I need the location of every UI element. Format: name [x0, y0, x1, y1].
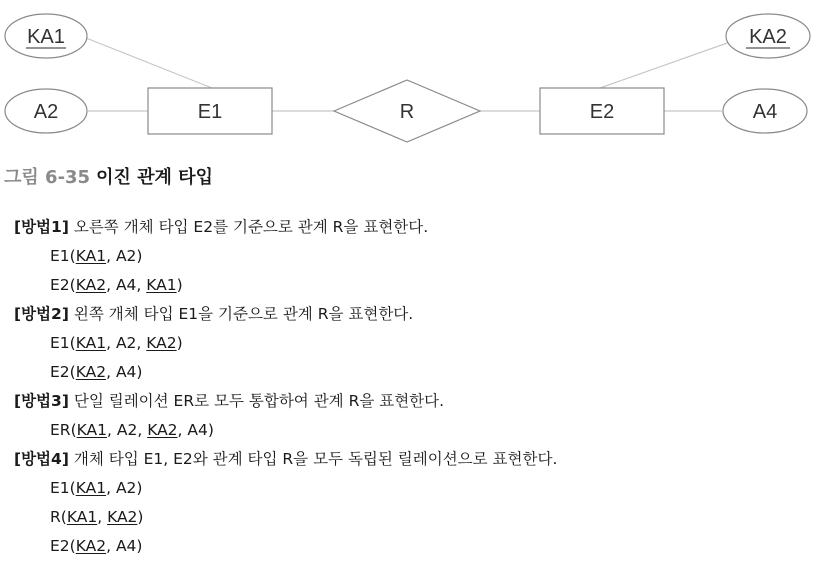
key-attribute: KA2 [75, 276, 107, 294]
method-heading [14, 387, 814, 416]
relation-schema: ER(KA1, A2, KA2, A4) [50, 421, 214, 439]
key-attribute: KA2 [75, 537, 107, 555]
key-attribute: KA1 [146, 276, 177, 294]
key-attribute: KA1 [75, 479, 107, 497]
relation-name: E1 [50, 247, 70, 265]
key-attribute: KA2 [107, 508, 138, 526]
attribute-a2-label: A2 [33, 101, 59, 123]
attribute: A2 [115, 479, 137, 497]
entity-e2-label: E2 [589, 101, 615, 123]
attribute: A4 [115, 537, 137, 555]
er-diagram [0, 0, 826, 160]
figure-caption [4, 163, 213, 189]
relation-name: E1 [50, 334, 70, 352]
attribute: A4 [187, 421, 208, 439]
attribute: A2 [116, 421, 138, 439]
relation-schema: E2(KA2, A4) [50, 537, 143, 555]
method-list [14, 213, 814, 561]
key-attribute: KA2 [146, 334, 177, 352]
relation-schema: E1(KA1, A2) [50, 479, 143, 497]
method-description: 단일 릴레이션 ER로 모두 통합하여 관계 R을 표현한다. [73, 392, 445, 410]
relation-schema: E2(KA2, A4) [50, 363, 143, 381]
relation-schema: E1(KA1, A2, KA2) [50, 334, 183, 352]
attribute: A4 [115, 276, 137, 294]
attribute: A2 [115, 334, 137, 352]
attribute-ka1-label: KA1 [27, 26, 65, 48]
method-tag: [방법3] [14, 392, 69, 410]
relation-name: R [50, 508, 61, 526]
key-attribute: KA1 [66, 508, 98, 526]
method-description: 오른쪽 개체 타입 E2를 기준으로 관계 R을 표현한다. [73, 218, 429, 236]
relationship-r-label: R [399, 101, 415, 123]
figure-title: 이진 관계 타입 [96, 167, 213, 188]
key-attribute: KA1 [76, 421, 107, 439]
relation-schema: E1(KA1, A2) [50, 247, 143, 265]
method-tag: [방법1] [14, 218, 69, 236]
relation-name: ER [50, 421, 71, 439]
method-heading [14, 445, 814, 474]
entity-e1-label: E1 [197, 101, 223, 123]
attribute-ka2-label: KA2 [749, 26, 787, 48]
relation-name: E2 [50, 363, 70, 381]
method-tag: [방법2] [14, 305, 69, 323]
relation-schema: E2(KA2, A4, KA1) [50, 276, 183, 294]
method-heading [14, 213, 814, 242]
key-attribute: KA1 [75, 334, 107, 352]
key-attribute: KA1 [75, 247, 107, 265]
method-description: 왼쪽 개체 타입 E1을 기준으로 관계 R을 표현한다. [73, 305, 414, 323]
attribute-a4-label: A4 [752, 101, 778, 123]
relation-name: E2 [50, 276, 70, 294]
line-ka2-e2 [600, 42, 730, 88]
line-ka1-e1 [86, 38, 212, 88]
relation-schema: R(KA1, KA2) [50, 508, 144, 526]
relation-name: E1 [50, 479, 70, 497]
key-attribute: KA2 [75, 363, 107, 381]
method-description: 개체 타입 E1, E2와 관계 타입 R을 모두 독립된 릴레이션으로 표현한다. [73, 450, 558, 468]
method-heading [14, 300, 814, 329]
attribute: A4 [115, 363, 137, 381]
relation-name: E2 [50, 537, 70, 555]
attribute: A2 [115, 247, 137, 265]
figure-label: 그림 6-35 [4, 167, 91, 188]
method-tag: [방법4] [14, 450, 69, 468]
key-attribute: KA2 [147, 421, 178, 439]
